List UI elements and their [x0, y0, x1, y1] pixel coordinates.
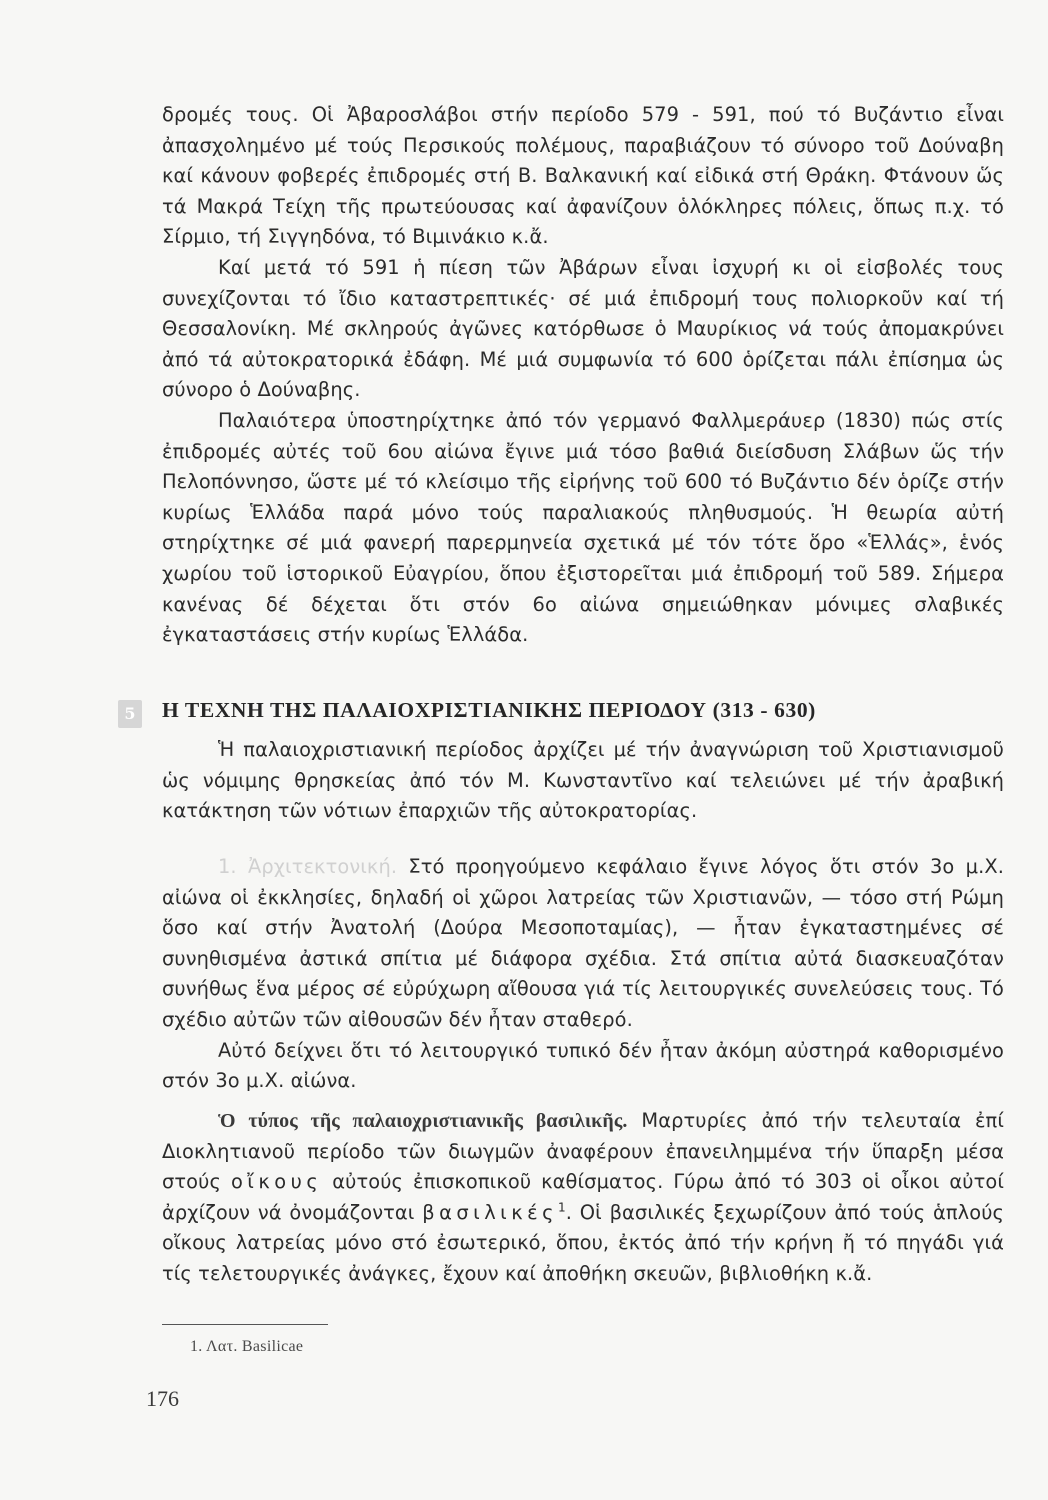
section-intro-block	[162, 735, 1004, 827]
basilica-block	[162, 1106, 1004, 1290]
basilica-text-a: Μαρτυρίες ἀπό τήν τελευταία ἐπί Διοκλητιανοῦ περίοδο τῶν διωγμῶν ἀναφέρουν ἐπανειλημμένα τήν ὕπαρξη μέσα στούς	[162, 1109, 1004, 1194]
paragraph-fallmerayer: Παλαιότερα ὑποστηρίχτηκε ἀπό τόν γερμανό Φαλλμεράυερ (1830) πώς στίς ἐπιδρομές αὐτές τοῦ 6ου αἰώνα ἔγινε μιά τόσο βαθιά διείσδυση Σλάβων ὥς τήν Πελοπόννησο, ὥστε μέ τό κλείσιμο τῆς εἰρήνης τοῦ 600 τό Βυζάντιο δέν ὁρίζε στήν κυρίως Ἑλλάδα παρά μόνο τούς παραλιακούς πληθυσμούς. Ἡ θεωρία αὐτή στηρίχτηκε σέ μιά φανερή παρερμηνεία σχετικά μέ τόν τότε ὅρο «Ἑλλάς», ἑνός χωρίου τοῦ ἱστορικοῦ Εὐαγρίου, ὅπου ἐξιστορεῖται μιά ἐπιδρομή τοῦ 589. Σήμερα κανένας δέ δέχεται ὅτι στόν 6ο αἰώνα σημειώθηκαν μόνιμες σλαβικές ἐγκαταστάσεις στήν κυρίως Ἑλλάδα.	[162, 408, 1004, 647]
architecture-subheading: 1. Ἀρχιτεκτονική.	[218, 855, 398, 878]
section-number-badge: 5	[118, 700, 142, 728]
basilica-text-b: αὐτούς ἐπισκοπικοῦ καθίσματος. Γύρω ἀπό τό 303 οἱ οἶκοι αὐτοί ἀρχίζουν νά ὀνομάζονται	[162, 1170, 1004, 1224]
architecture-text: Στό προηγούμενο κεφάλαιο ἔγινε λόγος ὅτι στόν 3ο μ.Χ. αἰώνα οἱ ἐκκλησίες, δηλαδή οἱ χῶροι λατρείας τῶν Χριστιανῶν, — τόσο στή Ρώμη ὅσο καί στήν Ἀνατολή (Δούρα Μεσοποταμίας), — ἦταν ἐγκαταστημένες σέ συνηθισμένα ἀστικά σπίτια μέ διάφορα σχέδια. Στά σπίτια αὐτά διασκευαζόταν συνήθως ἕνα μέρος σέ εὐρύχωρη αἴθουσα γιά τίς λειτουργικές συνελεύσεις τους. Τό σχέδιο αὐτῶν τῶν αἰθουσῶν δέν ἦταν σταθερό.	[162, 855, 1004, 1031]
architecture-block	[162, 852, 1004, 1097]
paragraph-basilica	[162, 1106, 1004, 1290]
footnote-divider	[162, 1324, 328, 1325]
footnote-reference: 1	[558, 1200, 566, 1215]
paragraph-avaroslavs: δρομές τους. Οἱ Ἀβαροσλάβοι στήν περίοδο 579 - 591, πού τό Βυζάντιο εἶναι ἀπασχολημένο μέ τούς Περσικούς πολέμους, παραβιάζουν τό σύνορο τοῦ Δούναβη καί κάνουν φοβερές ἐπιδρομές στή Β. Βαλκανική καί εἰδικά στή Θράκη. Φτάνουν ὥς τά Μακρά Τείχη τῆς πρωτεύουσας καί ἀφανίζουν ὁλόκληρες πόλεις, ὅπως π.χ. τό Σίρμιο, τή Σιγγηδόνα, τό Βιμινάκιο κ.ἄ.	[162, 103, 1004, 249]
section-title: Η ΤΕΧΝΗ ΤΗΣ ΠΑΛΑΙΟΧΡΙΣΤΙΑΝΙΚΗΣ ΠΕΡΙΟΔΟΥ (313 - 630)	[162, 698, 816, 722]
basilica-text-c: . Οἱ βασιλικές ξεχωρίζουν ἀπό τούς ἁπλούς οἴκους λατρείας μόνο στό ἐσωτερικό, ὅπου, ἐκτός ἀπό τήν κρήνη ἤ τό πηγάδι γιά τίς τελετουργικές ἀνάγκες, ἔχουν καί ἀποθήκη σκευῶν, βιβλιοθήκη κ.ἄ.	[162, 1200, 1004, 1285]
paragraph-after-591: Καί μετά τό 591 ἡ πίεση τῶν Ἀβάρων εἶναι ἰσχυρή κι οἱ εἰσβολές τους συνεχίζονται τό ἴδιο καταστρεπτικές· σέ μιά ἐπιδρομή τους πολιορκοῦν καί τή Θεσσαλονίκη. Μέ σκληρούς ἀγῶνες κατόρθωσε ὁ Μαυρίκιος νά τούς ἀπομακρύνει ἀπό τά αὐτοκρατορικά ἐδάφη. Μέ μιά συμφωνία τό 600 ὁρίζεται πάλι ἐπίσημα ὡς σύνορο ὁ Δούναβης.	[162, 255, 1004, 402]
spaced-word-basilikes: βασιλικές	[422, 1200, 559, 1224]
top-text-block	[162, 100, 1004, 651]
paragraph-section-intro: Ἡ παλαιοχριστιανική περίοδος ἀρχίζει μέ τήν ἀναγνώριση τοῦ Χριστιανισμοῦ ὡς νόμιμης θρησκείας ἀπό τόν Μ. Κωνσταντῖνο καί τελειώνει μέ τήν ἀραβική κατάκτηση τῶν νότιων ἐπαρχιῶν τῆς αὐτοκρατορίας.	[162, 738, 1004, 823]
paragraph-liturgical: Αὐτό δείχνει ὅτι τό λειτουργικό τυπικό δέν ἦταν ἀκόμη αὐστηρά καθορισμένο στόν 3ο μ.Χ. αἰώνα.	[162, 1038, 1004, 1093]
page-number: 176	[146, 1386, 179, 1411]
spaced-word-oikous: οἴκους	[230, 1170, 323, 1194]
footnote-1: 1. Λατ. Basilicae	[190, 1338, 304, 1355]
basilica-heading: Ὁ τύπος τῆς παλαιοχριστιανικῆς βασιλικῆς.	[218, 1110, 628, 1132]
paragraph-architecture	[162, 852, 1004, 1036]
